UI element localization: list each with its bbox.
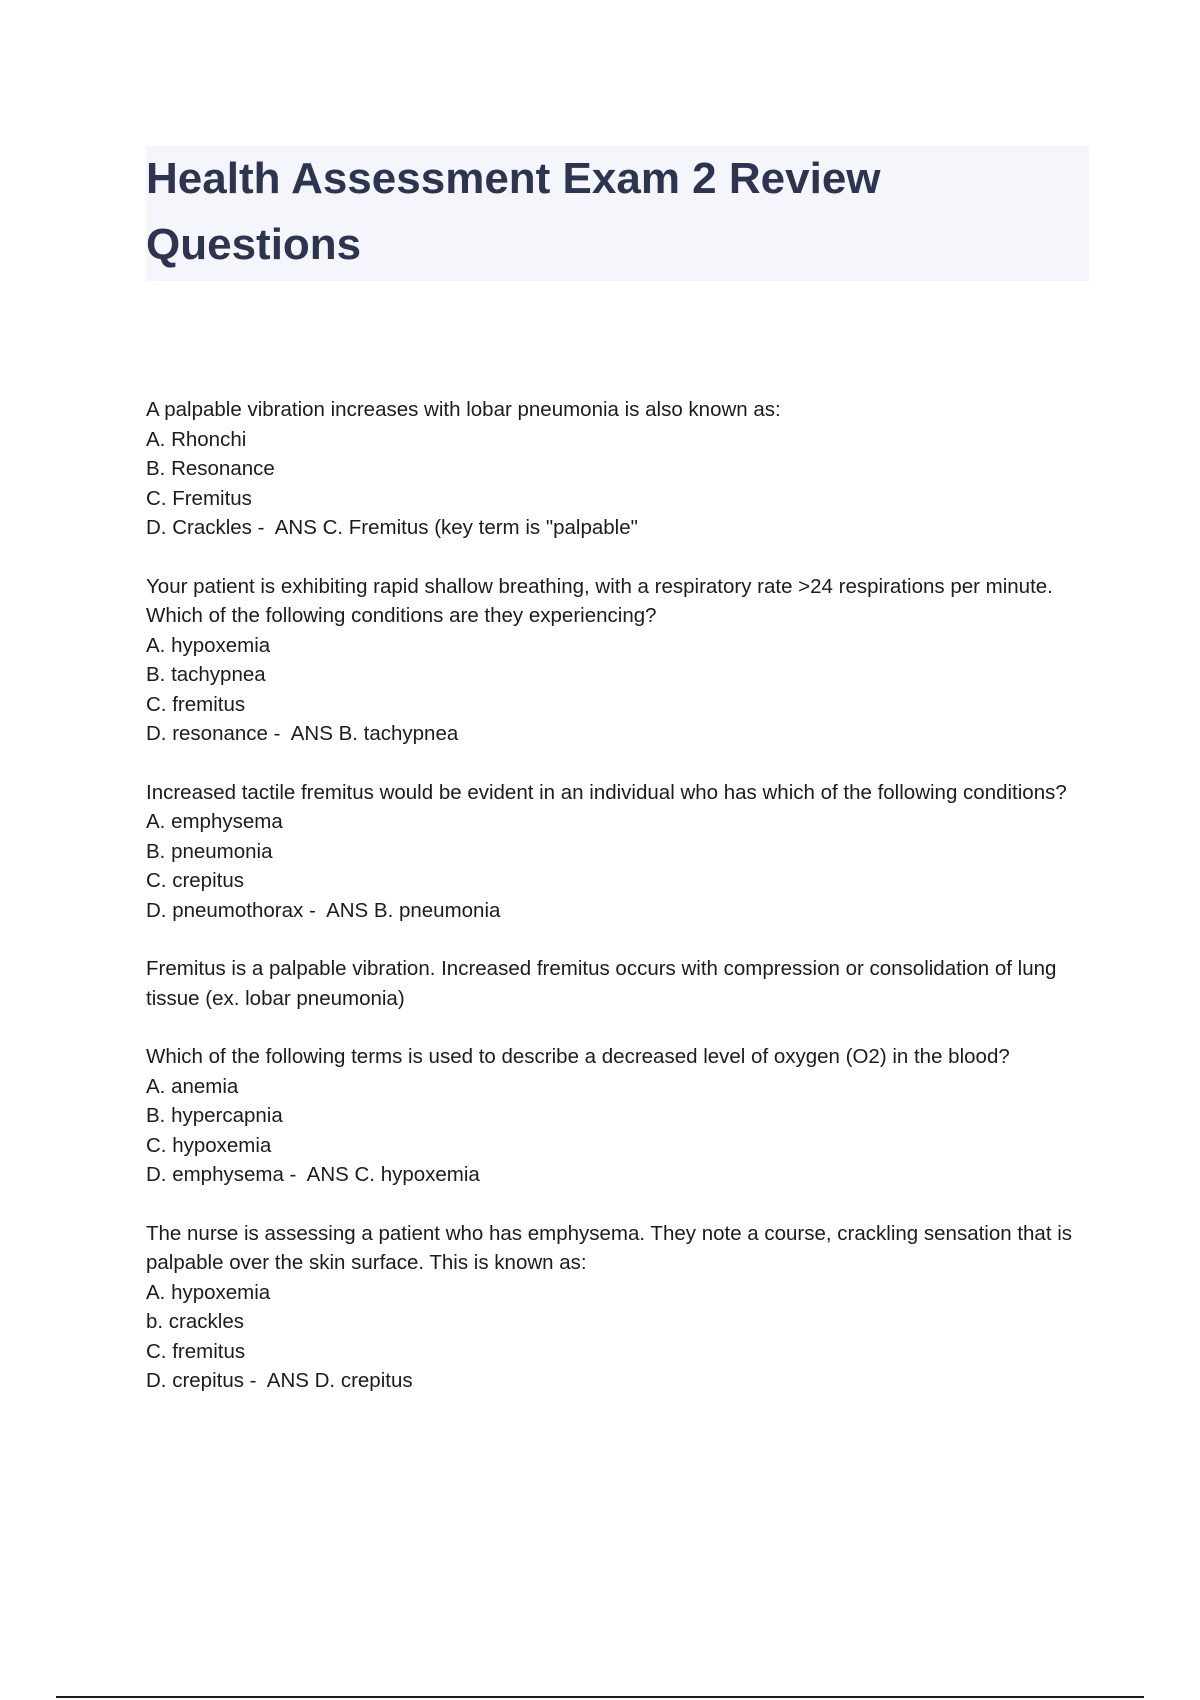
option-a: A. anemia [146,1074,239,1098]
option-d-with-answer [146,513,1106,543]
option-c: C. Fremitus [146,486,252,510]
option-d-with-answer [146,896,1106,926]
option-a: A. hypoxemia [146,1280,271,1304]
answer-text: ANS C. hypoxemia [306,1163,480,1186]
question-block-4 [146,1042,1106,1190]
option-c: C. crepitus [146,869,244,892]
footer-divider [56,1696,1144,1698]
question-block-3 [146,778,1106,926]
answer-text: ANS B. pneumonia [326,898,501,922]
answer-separator: - [283,1163,307,1186]
option-b: B. tachypnea [146,663,266,686]
document-body [146,395,1106,1425]
answer-text: ANS D. crepitus [266,1369,413,1392]
question-text: Which of the following terms is used to describe a decreased level of oxygen (O2) in the blood? [146,1045,1010,1068]
question-text: Your patient is exhibiting rapid shallow breathing, with a respiratory rate >24 respirations per minute. Which of the following conditions are they experiencing? [146,574,1053,627]
option-d-with-answer [146,719,1106,749]
answer-text: ANS B. tachypnea [290,722,459,745]
question-block-1 [146,395,1106,543]
option-b: B. hypercapnia [146,1104,283,1127]
question-text: Increased tactile fremitus would be evident in an individual who has which of the following conditions? [146,780,1067,804]
answer-separator: - [303,898,327,922]
option-d: D. Crackles [146,516,252,539]
option-b: B. pneumonia [146,839,273,863]
option-c: C. fremitus [146,1339,246,1363]
option-a: A. hypoxemia [146,633,271,657]
option-d-with-answer [146,1366,1106,1396]
answer-separator: - [243,1369,267,1392]
option-d: D. crepitus [146,1369,244,1392]
option-c: C. fremitus [146,692,246,716]
option-a: A. Rhonchi [146,427,247,451]
note-text: Fremitus is a palpable vibration. Increased fremitus occurs with compression or consolidation of lung tissue (ex. lobar pneumonia) [146,957,1057,1010]
question-text: A palpable vibration increases with lobar pneumonia is also known as: [146,398,781,421]
option-d-with-answer [146,1160,1106,1190]
answer-text: ANS C. Fremitus (key term is "palpable" [274,516,638,539]
answer-separator: - [251,516,275,539]
question-block-2 [146,572,1106,749]
option-d: D. resonance [146,722,268,745]
option-b: B. Resonance [146,457,275,480]
question-block-5 [146,1219,1106,1396]
question-text: The nurse is assessing a patient who has emphysema. They note a course, crackling sensation that is palpable over the skin surface. This is known as: [146,1221,1073,1274]
answer-separator: - [267,722,291,745]
title-banner [146,146,1089,281]
explanation-note [146,954,1106,1013]
document-title: Health Assessment Exam 2 Review Questions [146,154,881,269]
option-d: D. emphysema [146,1163,284,1186]
option-b: b. crackles [146,1310,244,1333]
option-c: C. hypoxemia [146,1133,272,1157]
option-d: D. pneumothorax [146,898,304,922]
option-a: A. emphysema [146,810,283,833]
